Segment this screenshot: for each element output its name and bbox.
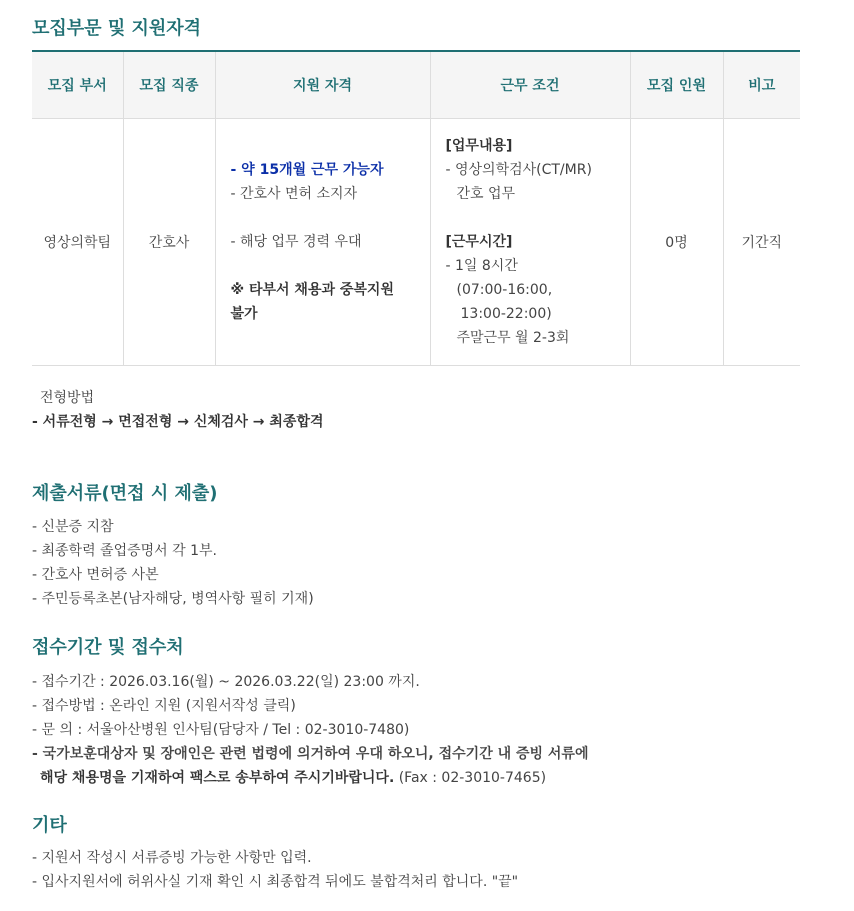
process-steps: - 서류전형 → 면접전형 → 신체검사 → 최종합격 [32, 414, 324, 430]
qual-experience: - 해당 업무 경력 우대 [230, 234, 362, 250]
cond-duty-title: [업무내용] [445, 138, 513, 154]
cell-conditions [430, 119, 630, 366]
receipt-contact: - 문 의 : 서울아산병원 인사팀(담당자 / Tel : 02-3010-7480) [32, 722, 410, 738]
cond-hours-line3: 13:00-22:00) [460, 306, 552, 322]
section-title-recruit: 모집부문 및 지원자격 [32, 18, 202, 39]
docs-list [32, 515, 314, 611]
section-title-docs: 제출서류(면접 시 제출) [32, 483, 218, 504]
cell-note: 기간직 [723, 119, 800, 366]
list-item: - 신분증 지참 [32, 519, 114, 535]
section-title-receipt: 접수기간 및 접수처 [32, 637, 184, 658]
section-title-etc: 기타 [32, 815, 67, 836]
list-item: - 지원서 작성시 서류증빙 가능한 사항만 입력. [32, 850, 312, 866]
receipt-veteran-line2 [32, 766, 588, 790]
cond-hours-line2: (07:00-16:00, [456, 282, 553, 298]
recruit-table [32, 50, 800, 366]
list-item: - 최종학력 졸업증명서 각 1부. [32, 543, 217, 559]
qual-note-line1: ※ 타부서 채용과 중복지원 [230, 282, 394, 298]
header-dept: 모집 부서 [32, 51, 123, 119]
receipt-period: - 접수기간 : 2026.03.16(월) ~ 2026.03.22(일) 23:00 까지. [32, 674, 420, 690]
cond-hours-line1: - 1일 8시간 [445, 258, 518, 274]
header-job: 모집 직종 [123, 51, 215, 119]
qual-note-line2: 불가 [230, 306, 258, 322]
receipt-fax: (Fax : 02-3010-7465) [394, 770, 547, 786]
qual-period: - 약 15개월 근무 가능자 [230, 162, 384, 178]
receipt-veteran-line2-text: 해당 채용명을 기재하여 팩스로 송부하여 주시기바랍니다. [40, 770, 395, 786]
cond-hours-line4: 주말근무 월 2-3회 [456, 330, 570, 346]
receipt-list [32, 670, 588, 790]
table-header-row [32, 51, 800, 119]
receipt-method: - 접수방법 : 온라인 지원 (지원서작성 클릭) [32, 698, 296, 714]
table-row [32, 119, 800, 366]
list-item: - 간호사 면허증 사본 [32, 567, 159, 583]
cell-dept: 영상의학팀 [32, 119, 123, 366]
header-count: 모집 인원 [630, 51, 723, 119]
header-note: 비고 [723, 51, 800, 119]
cell-job: 간호사 [123, 119, 215, 366]
header-conditions: 근무 조건 [430, 51, 630, 119]
qual-license: - 간호사 면허 소지자 [230, 186, 358, 202]
etc-list [32, 846, 518, 894]
list-item: - 입사지원서에 허위사실 기재 확인 시 최종합격 뒤에도 불합격처리 합니다. "끝" [32, 874, 519, 890]
cond-hours-title: [근무시간] [445, 234, 513, 250]
list-item: - 주민등록초본(남자해당, 병역사항 필히 기재) [32, 591, 314, 607]
header-qualification: 지원 자격 [215, 51, 430, 119]
cond-duty-line2: 간호 업무 [456, 186, 516, 202]
cond-duty-line1: - 영상의학검사(CT/MR) [445, 162, 592, 178]
cell-count: 0명 [630, 119, 723, 366]
receipt-veteran-line1: - 국가보훈대상자 및 장애인은 관련 법령에 의거하여 우대 하오니, 접수기간 내 증빙 서류에 [32, 746, 589, 762]
process-title: 전형방법 [40, 390, 95, 406]
cell-qualification [215, 119, 430, 366]
